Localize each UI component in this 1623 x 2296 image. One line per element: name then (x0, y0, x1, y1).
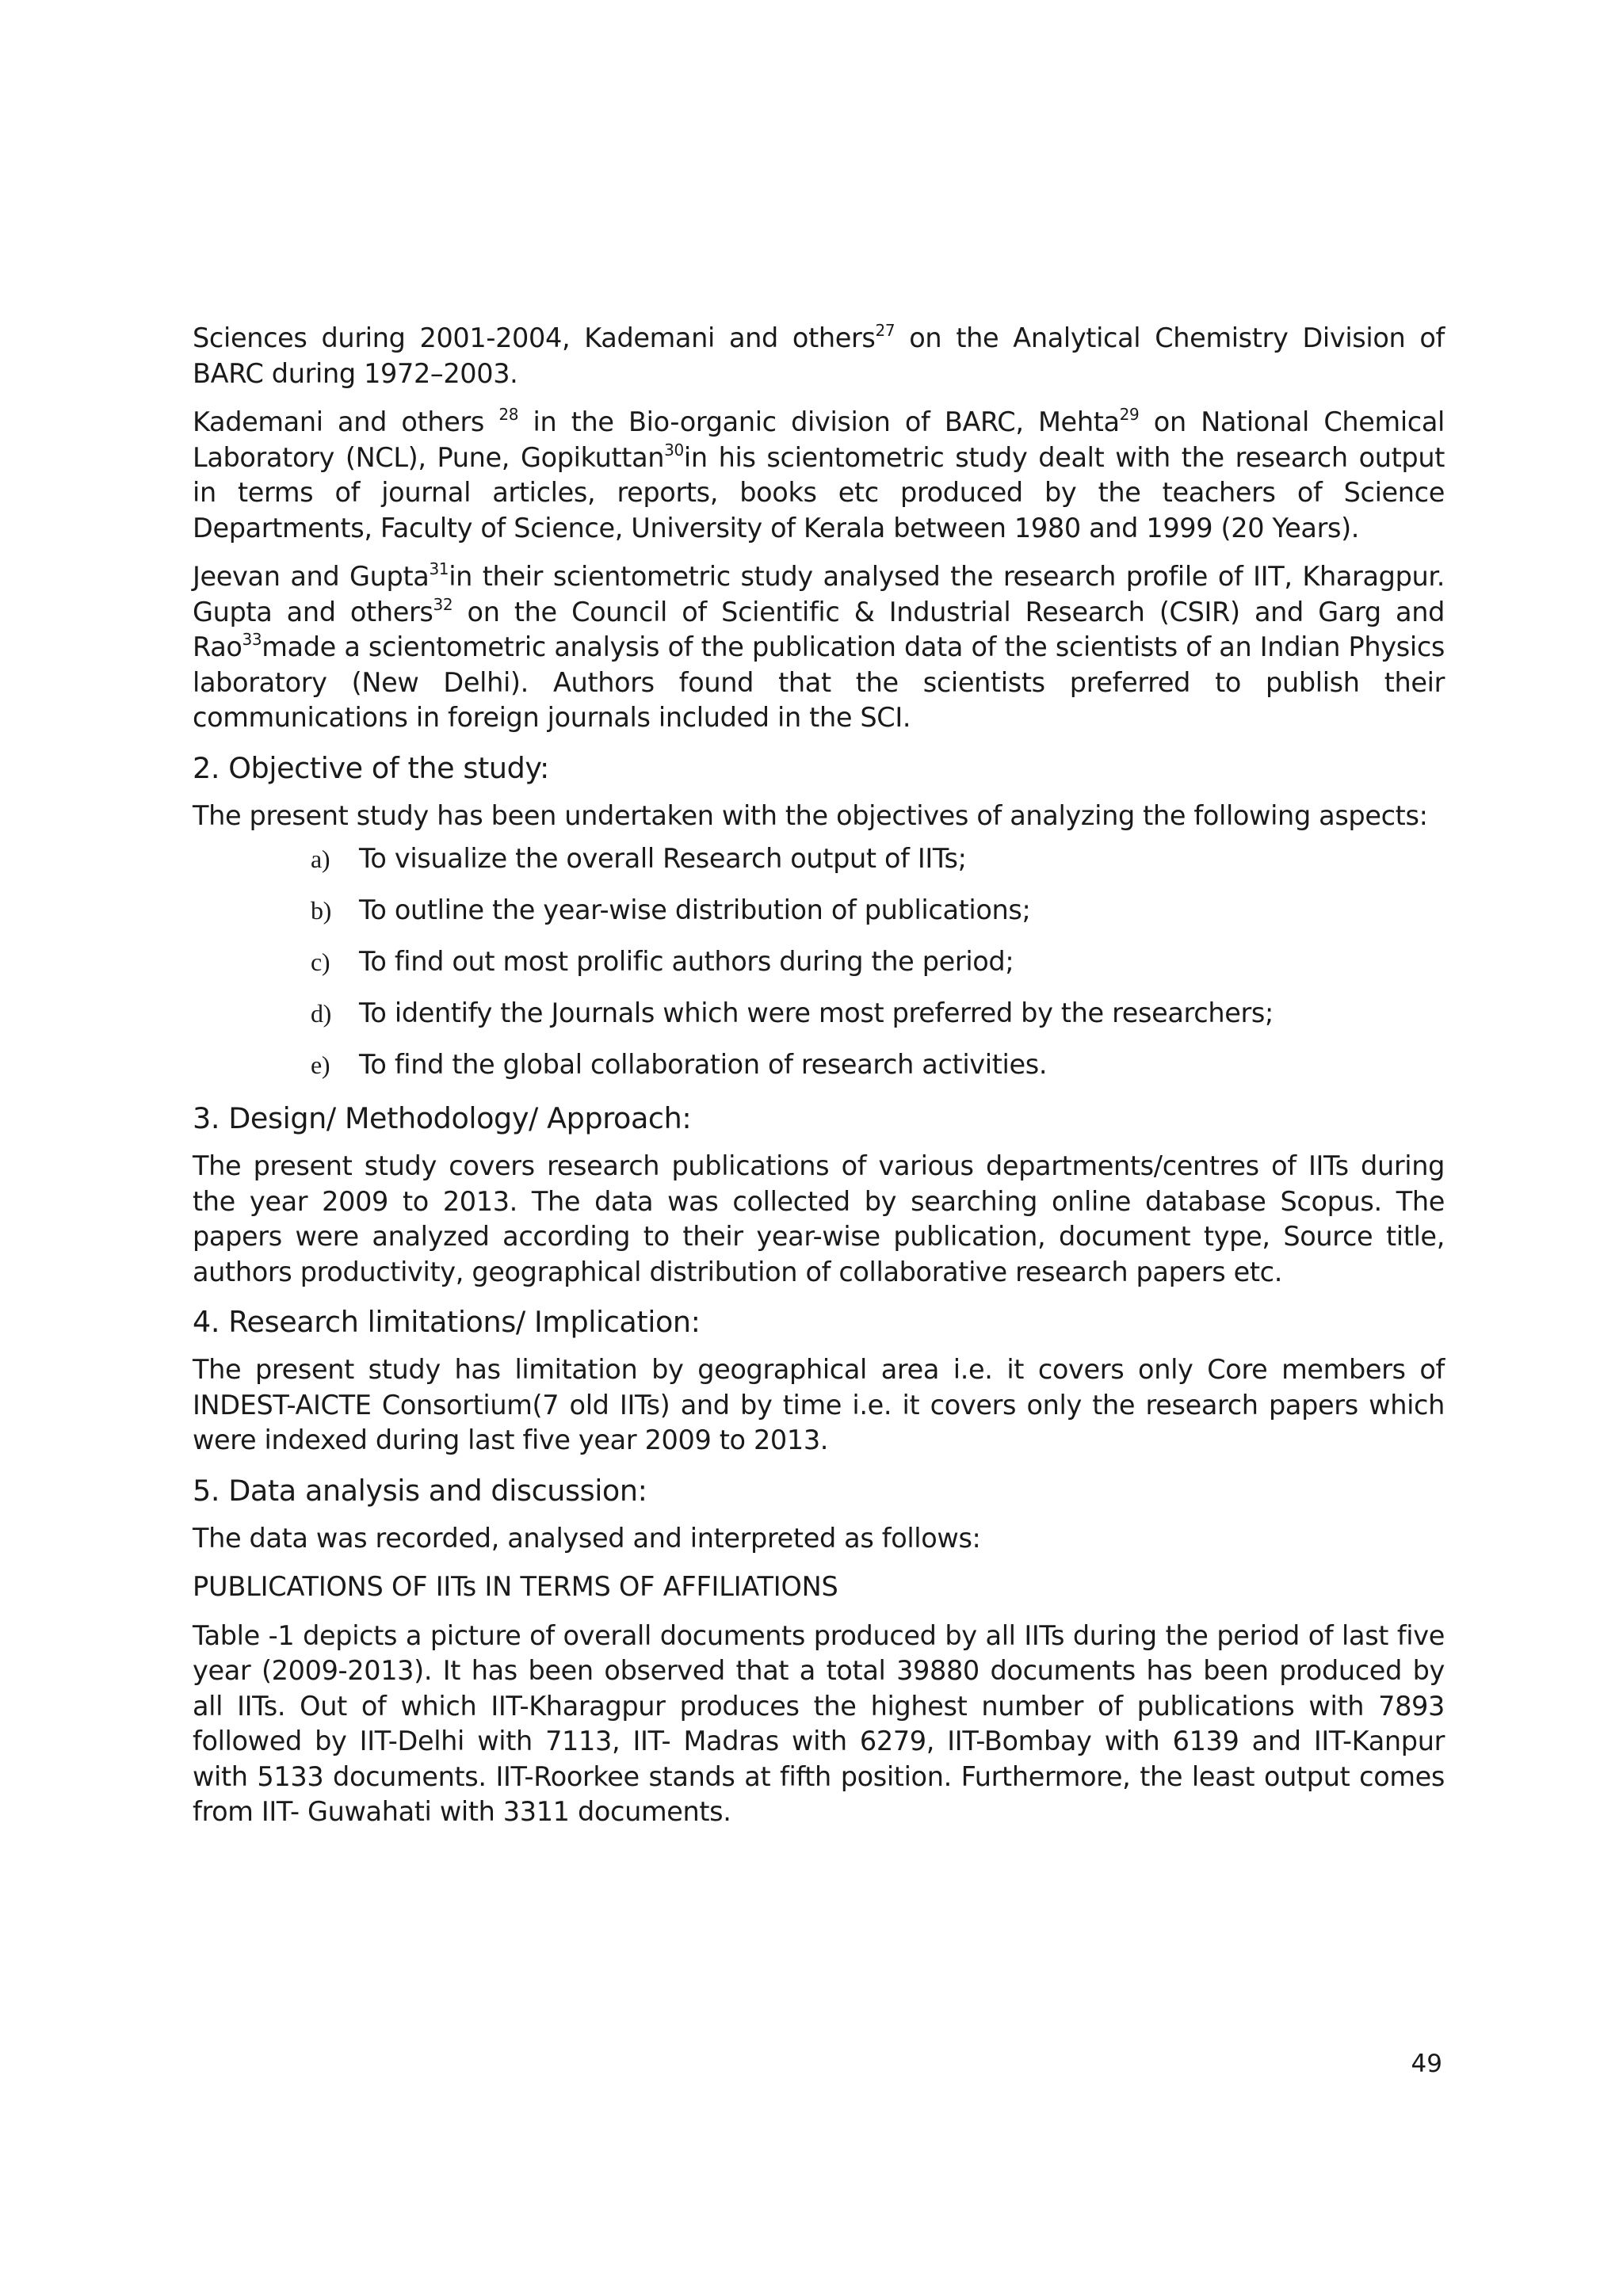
list-marker: a) (311, 845, 330, 873)
list-marker: c) (311, 948, 330, 976)
citation-superscript: 32 (433, 594, 453, 614)
jeevan-paragraph (193, 559, 1445, 736)
list-item (193, 1047, 1445, 1093)
page-number: 49 (1411, 2050, 1442, 2078)
objective-intro: The present study has been undertaken with the objectives of analyzing the following aspects: (193, 799, 1428, 831)
paragraph-text: on National Chemical Laboratory (NCL), Pune, Gopikuttan (193, 406, 1445, 473)
analysis-paragraph: Table -1 depicts a picture of overall documents produced by all IITs during the period of last five year (2009-2013). It has been observed that a total 39880 documents has been produced by all IITs. Out of which IIT-Kharagpur produces the highest number of publications with 7893 followed by IIT-Delhi with 7113, IIT- Madras with 6279, IIT-Bombay with 6139 and IIT-Kanpur with 5133 documents. IIT-Roorkee stands at fifth position. Furthermore, the least output comes from IIT- Guwahati with 3311 documents. (193, 1619, 1445, 1827)
analysis-subheading: PUBLICATIONS OF IITs IN TERMS OF AFFILIATIONS (193, 1571, 838, 1602)
citation-superscript: 29 (1119, 405, 1140, 424)
limitations-heading: 4. Research limitations/ Implication: (193, 1305, 701, 1339)
design-paragraph: The present study covers research publications of various departments/centres of IITs during the year 2009 to 2013. The data was collected by searching online database Scopus. The papers were analyzed according to their year-wise publication, document type, Source title, authors productivity, geographical distribution of collaborative research papers etc. (193, 1150, 1445, 1287)
paragraph-text: Sciences during 2001-2004, Kademani and others (193, 322, 876, 353)
paragraph-text: in the Bio-organic division of BARC, Mehta (518, 406, 1120, 437)
list-item-text: To identify the Journals which were most preferred by the researchers; (359, 997, 1274, 1028)
analysis-heading: 5. Data analysis and discussion: (193, 1473, 647, 1508)
analysis-intro: The data was recorded, analysed and interpreted as follows: (193, 1522, 981, 1554)
list-marker: b) (311, 896, 331, 925)
intro-continuation-paragraph (193, 321, 1445, 391)
list-item-text: To visualize the overall Research output of IITs; (359, 843, 967, 874)
document-page (193, 321, 1445, 1830)
citation-superscript: 27 (875, 321, 896, 340)
citation-superscript: 30 (664, 440, 684, 460)
paragraph-text: on the Council of Scientific & Industrial Research (CSIR) and Garg and Rao (193, 596, 1445, 662)
objective-heading: 2. Objective of the study: (193, 750, 549, 785)
citation-superscript: 28 (498, 405, 519, 424)
paragraph-text: on the Analytical Chemistry Division of BARC during 1972–2003. (193, 322, 1445, 389)
paragraph-text: Jeevan and Gupta (193, 561, 430, 592)
paragraph-text: in their scientometric study analysed the research profile of IIT, Kharagpur. Gupta and others (193, 561, 1445, 627)
list-item (193, 893, 1445, 944)
design-heading: 3. Design/ Methodology/ Approach: (193, 1101, 692, 1135)
citation-superscript: 33 (242, 630, 262, 649)
paragraph-text: in his scientometric study dealt with the research output in terms of journal articles, reports, books etc produced by the teachers of Science Departments, Faculty of Science, University of Kerala between 1980 and 1999 (20 Years). (193, 441, 1445, 543)
list-marker: e) (311, 1051, 330, 1079)
list-item (193, 944, 1445, 996)
paragraph-text: made a scientometric analysis of the publication data of the scientists of an Indian Physics laboratory (New Delhi). Authors found that the scientists preferred to publish their communications in foreign journals included in the SCI. (193, 631, 1445, 733)
list-item-text: To find the global collaboration of research activities. (359, 1049, 1048, 1080)
list-marker: d) (311, 999, 331, 1028)
paragraph-text: Kademani and others (193, 406, 499, 437)
kademani-paragraph (193, 405, 1445, 546)
list-item-text: To outline the year-wise distribution of publications; (359, 894, 1031, 925)
limitations-paragraph: The present study has limitation by geographical area i.e. it covers only Core members of INDEST-AICTE Consortium(7 old IITs) and by time i.e. it covers only the research papers which were indexed during last five year 2009 to 2013. (193, 1354, 1445, 1455)
list-item-text: To find out most prolific authors during the period; (359, 946, 1014, 977)
objectives-list (193, 841, 1445, 1093)
list-item (193, 996, 1445, 1047)
citation-superscript: 31 (429, 559, 449, 578)
list-item (193, 841, 1445, 893)
